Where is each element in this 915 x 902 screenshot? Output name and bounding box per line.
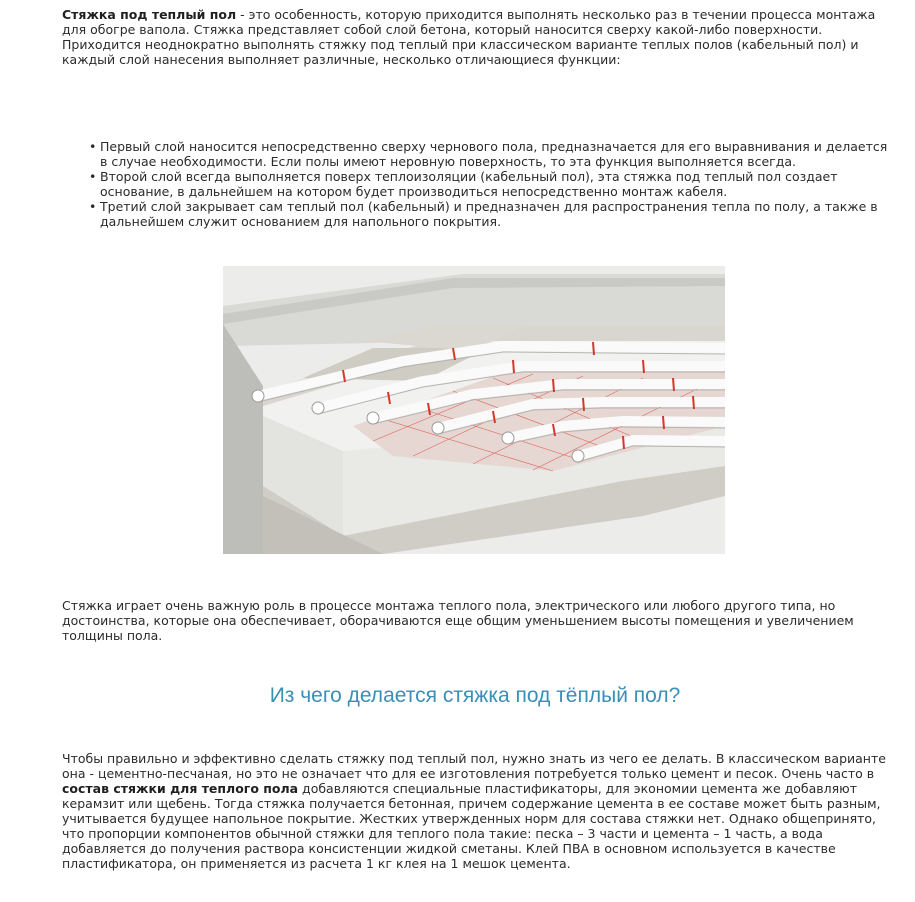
layers-list <box>62 139 888 229</box>
section-heading: Из чего делается стяжка под тёплый пол? <box>269 684 681 707</box>
list-item: • Третий слой закрывает сам теплый пол (кабельный) и предназначен для распространения тепла по полу, а также в дальнейшем служит основанием для напольного покрытия. <box>62 199 888 229</box>
composition-bold: состав стяжки для теплого пола <box>62 781 299 796</box>
heated-floor-illustration <box>223 266 725 554</box>
composition-paragraph <box>62 751 888 871</box>
list-item: • Второй слой всегда выполняется поверх теплоизоляции (кабельный пол), эта стяжка под теплый пол создает основание, в дальнейшем на котором будет производиться непосредственно монтаж кабеля. <box>62 169 888 199</box>
summary-paragraph: Стяжка играет очень важную роль в процессе монтажа теплого пола, электрического или любого другого типа, но достоинства, которые она обеспечивает, оборачиваются еще общим уменьшением высоты помещения и увеличением толщины пола. <box>62 598 854 643</box>
floor-cutaway-image <box>223 266 725 554</box>
intro-lead-bold: Стяжка под теплый пол <box>62 7 237 22</box>
intro-lead-text: - это особенность, которую приходится выполнять несколько раз в течении процесса монтажа для обогре вапола. Стяжка представляет собой слой бетона, который наносится сверху какой-либо поверхности. Приходится неоднократно выполнять стяжку под теплый при классическом варианте теплых полов (кабельный пол) и каждый слой нанесения выполняет различные, несколько отличающиеся функции: <box>62 7 876 67</box>
list-item: • Первый слой наносится непосредственно сверху чернового пола, предназначается для его выравнивания и делается в случае необходимости. Если полы имеют неровную поверхность, то эта функция выполняется всегда. <box>62 139 888 169</box>
composition-text-2: добавляются специальные пластификаторы, для экономии цемента же добавляют керамзит или щебень. Тогда стяжка получается бетонная, причем содержание цемента в ее составе может быть разным, учитывается будущее напольное покрытие. Жестких утвержденных норм для состава стяжки нет. Однако общепринято, что пропорции компонентов обычной стяжки для теплого пола такие: песка – 3 части и цемента – 1 часть, а вода добавляется до получения раствора консистенции жидкой сметаны. Клей ПВА в основном используется в качестве пластификатора, он применяется из расчета 1 кг клея на 1 мешок цемента. <box>62 781 881 871</box>
composition-text-1: Чтобы правильно и эффективно сделать стяжку под теплый пол, нужно знать из чего ее делать. В классическом варианте она - цементно-песчаная, но это не означает что для ее изготовления потребуется только цемент и песок. Очень часто в <box>62 751 886 781</box>
intro-paragraph <box>62 7 888 67</box>
